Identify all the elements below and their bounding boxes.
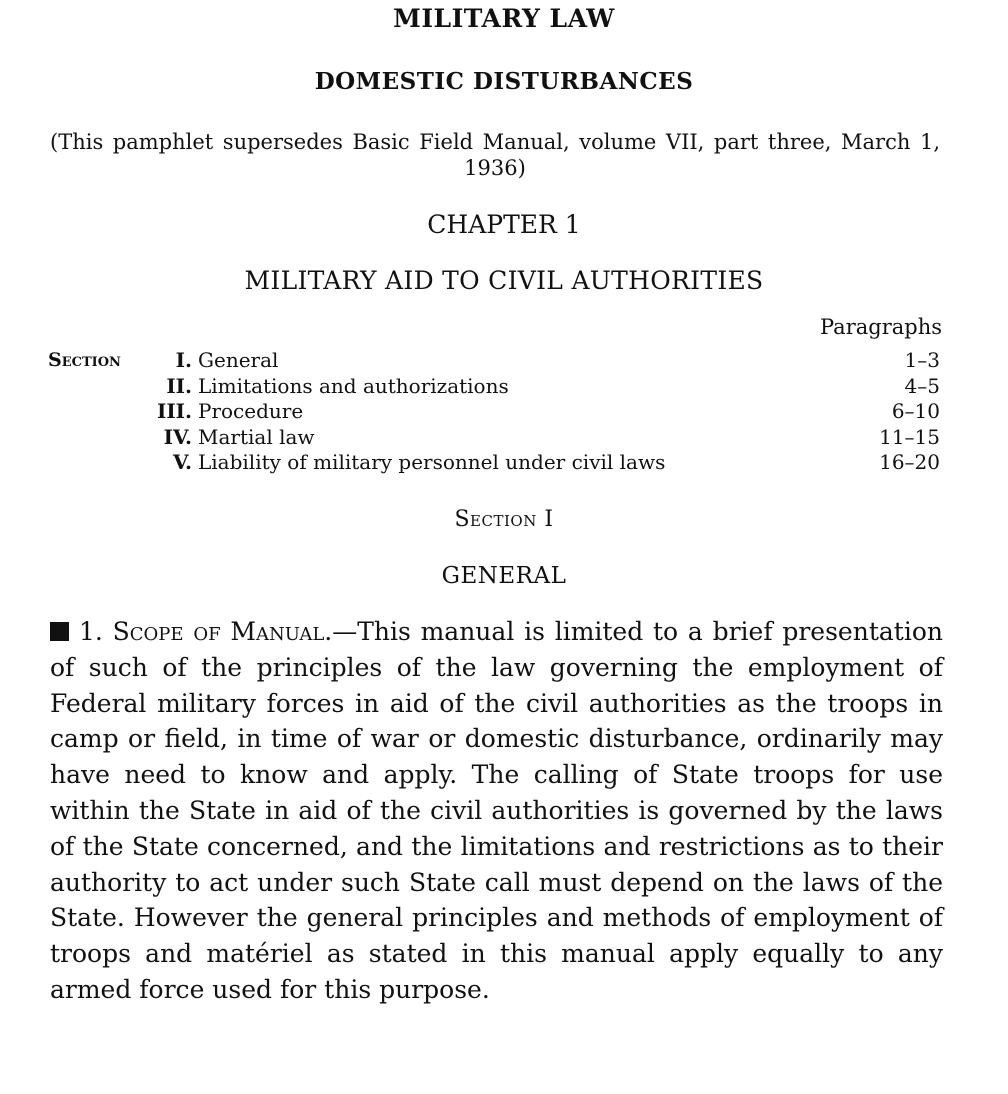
toc-range: 1–3 [904,348,940,372]
toc-title: Procedure [198,399,307,423]
toc-column-header: Paragraphs [819,315,942,339]
section-label: Section I [454,507,554,532]
document-subtitle: DOMESTIC DISTURBANCES [314,68,694,95]
paragraph-marker-icon [50,622,69,641]
toc-numeral: IV. [163,424,192,449]
toc-row-3 [48,399,940,425]
paragraph-1 [50,614,943,1008]
section-title: GENERAL [441,563,567,589]
paragraph-dash: — [332,617,358,646]
document-title: MILITARY LAW [393,4,615,33]
toc-numeral: I. [175,348,192,372]
table-of-contents [48,348,940,476]
toc-range: 6–10 [891,399,940,423]
toc-row-1 [48,348,940,374]
toc-title: Martial law [198,425,319,449]
toc-row-5 [48,450,940,476]
toc-title: Liability of military personnel under civil laws [198,450,669,474]
toc-section-prefix: Section [48,349,121,371]
toc-row-4 [48,425,940,451]
toc-title: Limitations and authorizations [198,374,513,398]
chapter-title: MILITARY AID TO CIVIL AUTHORITIES [244,266,764,295]
toc-numeral: III. [156,399,192,423]
paragraph-number: 1. [79,617,103,646]
toc-range: 16–20 [879,450,940,474]
paragraph-text: This manual is limited to a brief presentation of such of the principles of the law governing the employment of Federal military forces in aid of the civil authorities as the troops in camp or field, in time of war or domestic disturbance, ordinarily may have need to know and apply. The calling of State troops for use within the State in aid of the civil authorities is governed by the laws of the State concerned, and the limitations and restrictions as to their authority to act under such State call must depend on the laws of the State. However the general principles and methods of employment of troops and matériel as stated in this manual apply equally to any armed force used for this purpose. [50,617,943,1004]
toc-numeral: II. [166,373,192,398]
toc-title: General [198,348,282,372]
toc-numeral: V. [173,450,192,474]
supersedes-note: (This pamphlet supersedes Basic Field Manual, volume VII, part three, March 1, 1936) [50,130,940,180]
chapter-label: CHAPTER 1 [427,210,581,239]
paragraph-heading: Scope of Manual. [112,617,333,646]
toc-range: 11–15 [879,424,940,449]
toc-range: 4–5 [904,373,940,398]
toc-row-2 [48,374,940,400]
